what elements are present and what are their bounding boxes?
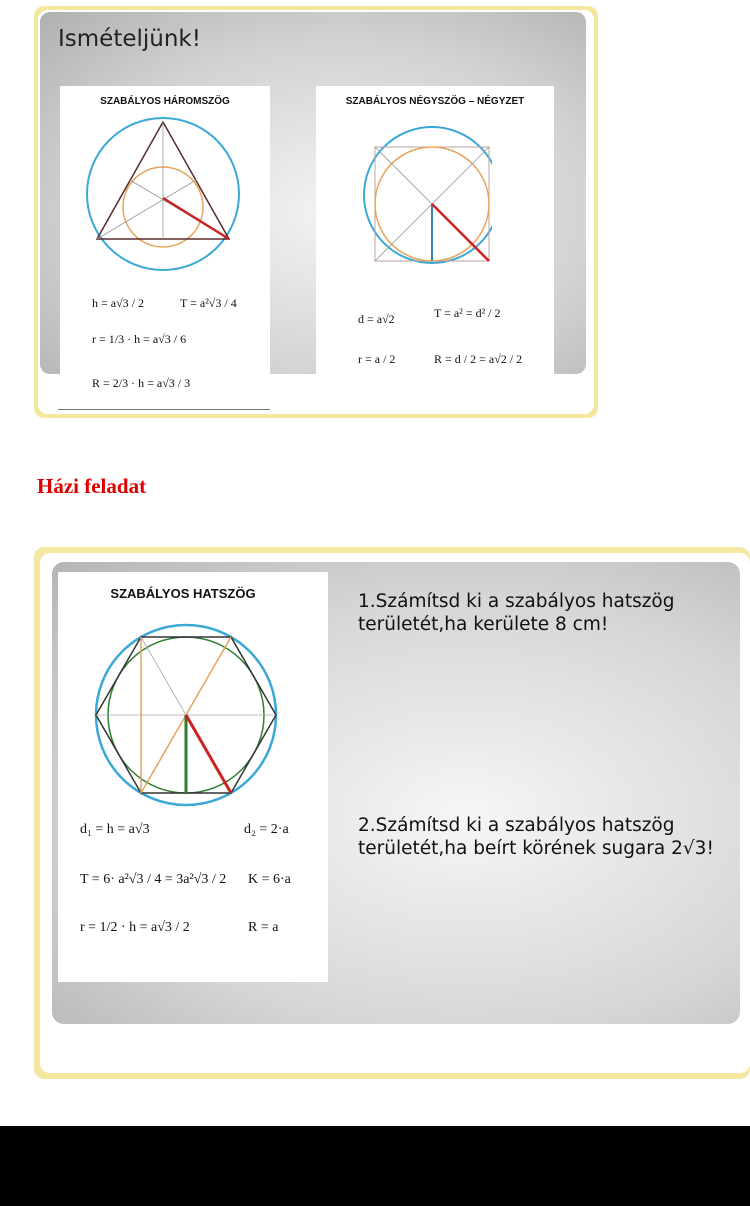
hexagon-diagram bbox=[88, 620, 288, 810]
hexagon-formula-T: T = 6· a²√3 / 4 = 3a²√3 / 2 bbox=[80, 872, 227, 887]
square-heading: SZABÁLYOS NÉGYSZÖG – NÉGYZET bbox=[345, 96, 525, 107]
square-diagram bbox=[348, 120, 492, 264]
triangle-formula-r: r = 1/3 · h = a√3 / 6 bbox=[92, 332, 187, 346]
triangle-heading: SZABÁLYOS HÁROMSZÖG bbox=[100, 96, 230, 107]
hexagon-heading: SZABÁLYOS HATSZÖG bbox=[110, 586, 256, 601]
triangle-card bbox=[60, 86, 270, 410]
homework-heading: Házi feladat bbox=[37, 474, 147, 498]
square-formula-R: R = d / 2 = a√2 / 2 bbox=[434, 352, 523, 366]
bottom-black-bar bbox=[0, 1126, 750, 1206]
triangle-formula-h: h = a√3 / 2 bbox=[92, 296, 145, 310]
triangle-formula-R: R = 2/3 · h = a√3 / 3 bbox=[92, 376, 191, 390]
triangle-formula-T: T = a²√3 / 4 bbox=[180, 296, 237, 310]
square-formula-r: r = a / 2 bbox=[358, 352, 396, 366]
divider-line bbox=[58, 409, 270, 410]
hexagon-formula-K: K = 6·a bbox=[248, 872, 291, 887]
square-formula-d: d = a√2 bbox=[358, 312, 395, 326]
hexagon-formula-d1: d₁ = h = a√3 bbox=[80, 822, 150, 837]
square-card bbox=[316, 86, 554, 378]
hexagon-formula-r: r = 1/2 · h = a√3 / 2 bbox=[80, 920, 190, 935]
square-formula-T: T = a² = d² / 2 bbox=[434, 306, 501, 320]
slide1-title: Ismételjünk! bbox=[58, 26, 201, 52]
hexagon-formula-d2: d₂ = 2·a bbox=[244, 822, 289, 837]
triangle-diagram bbox=[80, 114, 250, 284]
task-1-text: 1.Számítsd ki a szabályos hatszög területét,ha kerülete 8 cm! bbox=[358, 591, 675, 635]
task-2-text: 2.Számítsd ki a szabályos hatszög területét,ha beírt körének sugara 2√3! bbox=[358, 815, 714, 859]
hexagon-formula-R: R = a bbox=[248, 920, 279, 935]
hexagon-card bbox=[58, 572, 328, 982]
